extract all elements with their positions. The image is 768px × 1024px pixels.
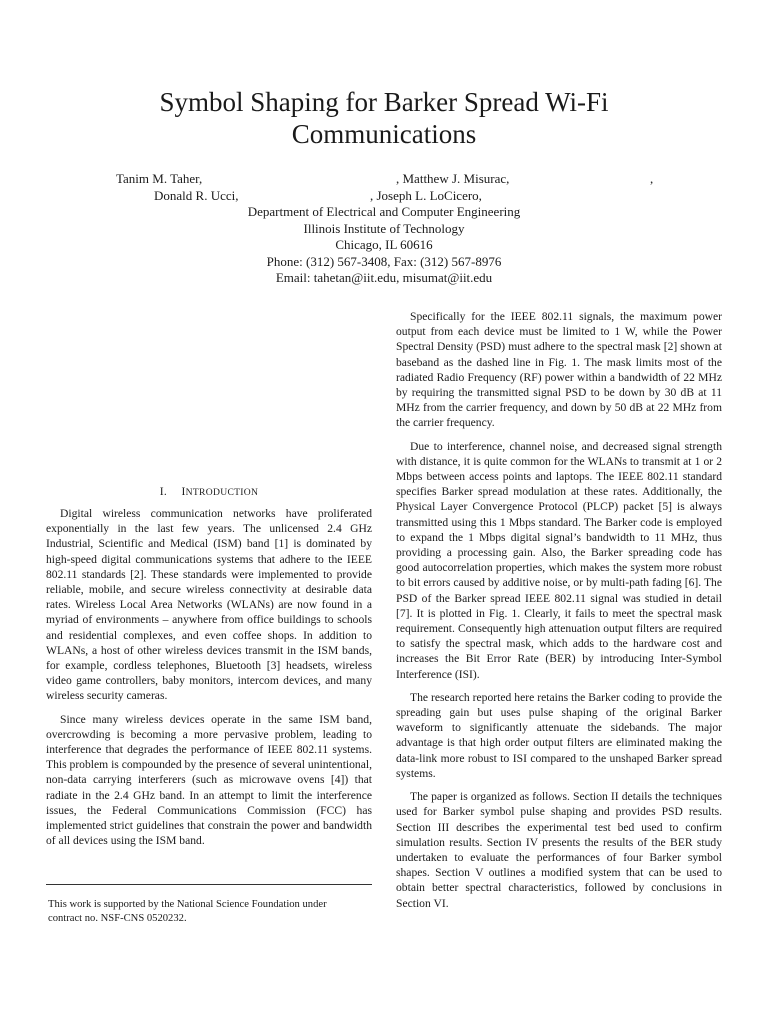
- title-line-1: Symbol Shaping for Barker Spread Wi-Fi: [159, 87, 609, 117]
- affiliation-block: [0, 204, 768, 287]
- right-column: [396, 309, 722, 911]
- intro-paragraph-5: The research reported here retains the Barker coding to provide the spreading gain but uses pulse shaping of the original Barker waveform to significantly attenuate the sidebands. The major advantage is that high order output filters are eliminated making the data-link more robust to ISI compared to the unshaped Barker spread systems.: [396, 690, 722, 780]
- affiliation-email: Email: tahetan@iit.edu, misumat@iit.edu: [275, 270, 493, 286]
- author-locicero: , Joseph L. LoCicero,: [370, 188, 482, 203]
- funding-footnote: This work is supported by the National Science Foundation under contract no. NSF-CNS 0520232.: [48, 899, 327, 924]
- footnote-divider: [46, 884, 372, 885]
- affiliation-phone-fax: Phone: (312) 567-3408, Fax: (312) 567-8976: [266, 253, 502, 269]
- author-taher: Tanim M. Taher,: [116, 171, 203, 186]
- affiliation-department: Department of Electrical and Computer Engineering: [247, 204, 521, 219]
- author-ucci: Donald R. Ucci,: [154, 188, 239, 203]
- paper-title: [0, 86, 768, 150]
- affiliation-city: Chicago, IL 60616: [335, 237, 433, 253]
- author-list: [0, 170, 768, 204]
- intro-paragraph-3: Specifically for the IEEE 802.11 signals, the maximum power output from each device must be limited to 1 W, while the Power Spectral Density (PSD) must adhere to the spectral mask [2] shown at baseband as the dashed line in Fig. 1. The mask limits most of the radiated Radio Frequency (RF) power within a bandwidth of 22 MHz by requiring the transmitted signal PSD to be down by 30 dB at 11 MHz from the carrier frequency, and down by 50 dB at 22 MHz from the carrier frequency.: [396, 310, 722, 430]
- section-title-initial: I: [181, 485, 186, 498]
- intro-paragraph-2: Since many wireless devices operate in the same ISM band, overcrowding is becoming a more pervasive problem, leading to interference that degrades the performance of IEEE 802.11 systems. This problem is compounded by the presence of several unintentional, non-data carrying interferers (such as microwave ovens [4]) that radiate in the 2.4 GHz band. In an attempt to limit the interference issues, the Federal Communications Commission (FCC) has implemented strict guidelines that constrain the power and bandwidth of all devices using the ISM band.: [46, 712, 372, 848]
- author-row-1-separator: ,: [650, 171, 654, 186]
- author-misurac: , Matthew J. Misurac,: [396, 171, 510, 186]
- author-row-2: [0, 187, 768, 204]
- section-heading-introduction: [46, 485, 372, 498]
- author-row-1: [0, 170, 768, 187]
- intro-paragraph-1: Digital wireless communication networks have proliferated exponentially in the last few years. The unlicensed 2.4 GHz Industrial, Scientific and Medical (ISM) band [1] is dominated by high-speed digital communications systems that adhere to the IEEE 802.11 standards [2]. These standards were implemented to provide reliable, mobile, and secure wireless connectivity at desirable data rates. Wireless Local Area Networks (WLANs) are now found in a myriad of environments – anywhere from office buildings to schools and residential complexes, and even coffee shops. In addition to WLANs, a host of other wireless devices transmit in the ISM bands, for example, cordless telephones, Bluetooth [3] headsets, wireless video game controllers, baby monitors, intercom devices, and many wireless security cameras.: [46, 507, 372, 703]
- section-number: I.: [159, 485, 168, 498]
- title-line-2: Communications: [291, 119, 477, 149]
- left-column: [46, 506, 372, 848]
- intro-paragraph-4: Due to interference, channel noise, and decreased signal strength with distance, it is quite common for the WLANs to transmit at 1 or 2 Mbps between access points and laptops. The IEEE 802.11 standard specifies Barker spread modulation at these rates. Additionally, the Physical Layer Convergence Protocol (PLCP) packet [5] is always transmitted using this 1 Mbps standard. The Barker code is employed to expand the 1 Mbps digital signal’s bandwidth to 11 MHz, thus providing a processing gain. Also, the Barker spreading code has good autocorrelation properties, which makes the system more robust to bit errors caused by additive noise, or by multi-path fading [6]. The PSD of the Barker spread IEEE 802.11 signal was studied in detail [7]. It is plotted in Fig. 1. Clearly, it fails to meet the spectral mask requirement. Consequently high attenuation output filters are required to satisfy the spectral mask, which adds to the hardware cost and increases the Bit Error Rate (BER) by introducing Inter-Symbol Interference (ISI).: [396, 439, 722, 681]
- affiliation-institution: Illinois Institute of Technology: [303, 220, 465, 236]
- intro-paragraph-6: The paper is organized as follows. Section II details the techniques used for Barker symbol pulse shaping and provides PSD results. Section III describes the experimental test bed used to confirm simulation results. Section IV presents the results of the BER study undertaken to evaluate the performances of four Barker symbol shapes. Section V outlines a modified system that can be used to obtain better spectral characteristics, followed by conclusions in Section VI.: [396, 790, 722, 910]
- section-title-rest: NTRODUCTION: [185, 487, 259, 498]
